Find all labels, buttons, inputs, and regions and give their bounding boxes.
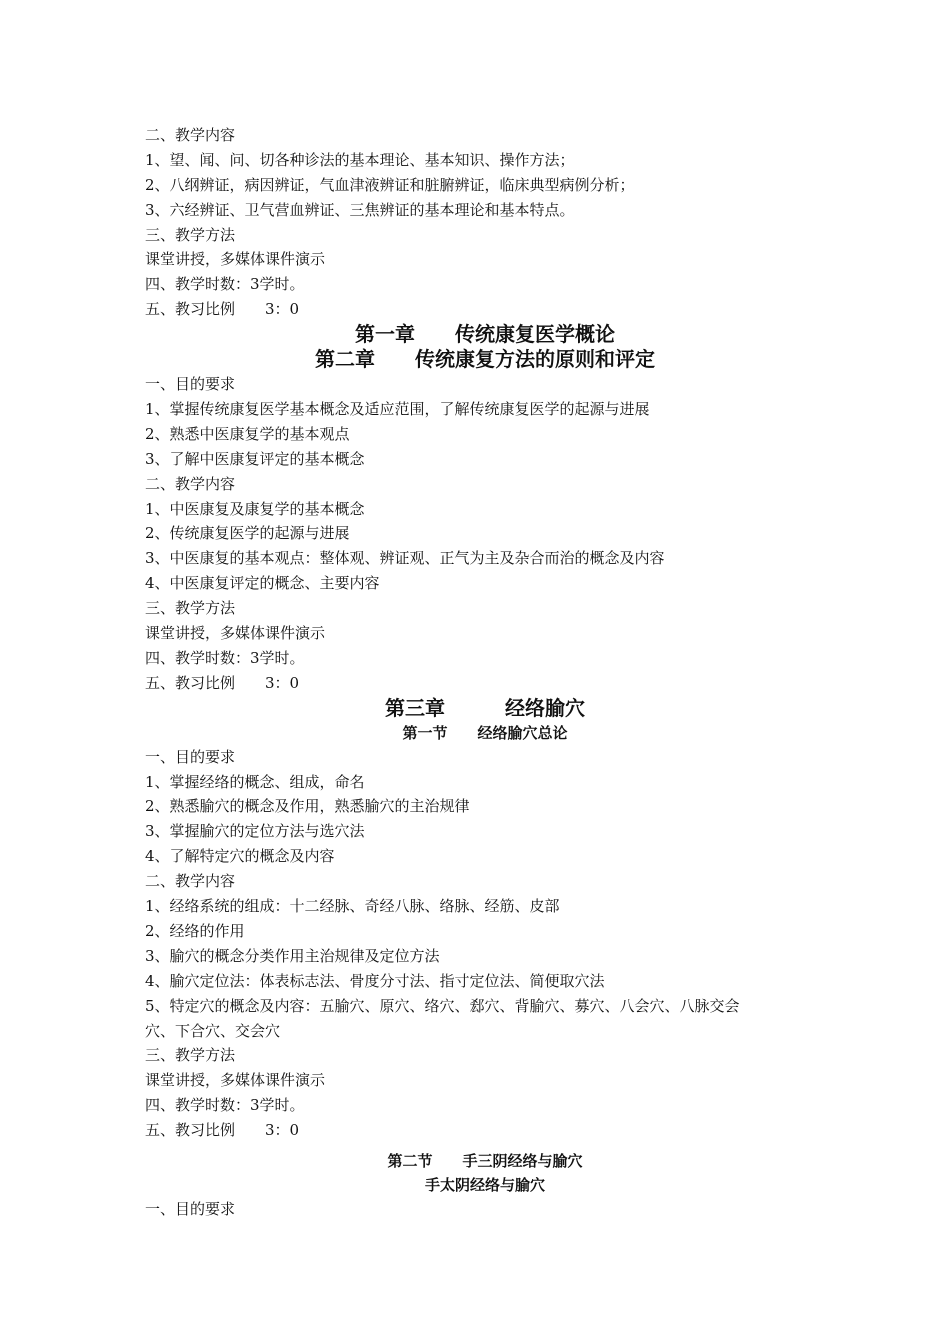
subsection-heading: 手太阴经络与腧穴 <box>424 1175 545 1194</box>
text-line: 二、教学内容 <box>145 872 236 891</box>
text-line: 一、目的要求 <box>145 1199 236 1218</box>
text-line: 三、教学方法 <box>145 225 236 244</box>
section-1-heading: 第一节 经络腧穴总论 <box>402 723 568 742</box>
text-line: 3、中医康复的基本观点：整体观、辨证观、正气为主及杂合而治的概念及内容 <box>145 549 665 568</box>
text-line: 五、教习比例 3：0 <box>145 300 300 319</box>
text-line: 2、传统康复医学的起源与进展 <box>145 524 350 543</box>
chapter-2-heading: 第二章 传统康复方法的原则和评定 <box>315 347 655 372</box>
text-line: 4、中医康复评定的概念、主要内容 <box>145 574 380 593</box>
text-line: 三、教学方法 <box>145 1046 236 1065</box>
text-line: 4、了解特定穴的概念及内容 <box>145 847 335 866</box>
text-line: 2、熟悉腧穴的概念及作用，熟悉腧穴的主治规律 <box>145 797 470 816</box>
text-line: 2、经络的作用 <box>145 921 245 940</box>
document-page <box>145 123 825 1222</box>
text-line: 一、目的要求 <box>145 375 236 394</box>
text-line: 四、教学时数：3学时。 <box>145 648 305 667</box>
text-line: 1、中医康复及康复学的基本概念 <box>145 499 365 518</box>
teaching-content-block-4 <box>145 1197 825 1222</box>
text-line: 五、教习比例 3：0 <box>145 1121 300 1140</box>
text-line: 二、教学内容 <box>145 474 236 493</box>
text-line: 3、掌握腧穴的定位方法与选穴法 <box>145 822 365 841</box>
text-line: 3、腧穴的概念分类作用主治规律及定位方法 <box>145 946 440 965</box>
text-line: 一、目的要求 <box>145 747 236 766</box>
text-line: 三、教学方法 <box>145 599 236 618</box>
chapter-3-heading: 第三章 经络腧穴 <box>385 695 585 720</box>
text-line: 课堂讲授，多媒体课件演示 <box>145 1071 326 1090</box>
text-line: 课堂讲授，多媒体课件演示 <box>145 250 326 269</box>
section-2-heading: 第二节 手三阴经络与腧穴 <box>387 1151 583 1170</box>
text-line: 3、了解中医康复评定的基本概念 <box>145 449 365 468</box>
text-line: 5、特定穴的概念及内容：五腧穴、原穴、络穴、郄穴、背腧穴、募穴、八会穴、八脉交会 <box>145 996 740 1015</box>
chapter-1-heading: 第一章 传统康复医学概论 <box>355 322 615 347</box>
text-line: 穴、下合穴、交会穴 <box>145 1021 281 1040</box>
text-line: 1、经络系统的组成：十二经脉、奇经八脉、络脉、经筋、皮部 <box>145 897 560 916</box>
text-line: 四、教学时数：3学时。 <box>145 1096 305 1115</box>
text-line: 1、掌握经络的概念、组成，命名 <box>145 772 365 791</box>
text-line: 四、教学时数：3学时。 <box>145 275 305 294</box>
text-line: 3、六经辨证、卫气营血辨证、三焦辨证的基本理论和基本特点。 <box>145 200 575 219</box>
text-line: 二、教学内容 <box>145 126 236 144</box>
teaching-content-block-1 <box>145 123 825 322</box>
text-line: 课堂讲授，多媒体课件演示 <box>145 624 326 643</box>
text-line: 2、熟悉中医康复学的基本观点 <box>145 424 350 443</box>
text-line: 1、掌握传统康复医学基本概念及适应范围，了解传统康复医学的起源与进展 <box>145 400 650 419</box>
text-line: 4、腧穴定位法：体表标志法、骨度分寸法、指寸定位法、简便取穴法 <box>145 971 605 990</box>
text-line: 1、望、闻、问、切各种诊法的基本理论、基本知识、操作方法； <box>145 150 575 169</box>
teaching-content-block-3 <box>145 745 825 1143</box>
text-line: 2、八纲辨证，病因辨证，气血津液辨证和脏腑辨证，临床典型病例分析； <box>145 175 635 194</box>
teaching-content-block-2 <box>145 372 825 696</box>
text-line: 五、教习比例 3：0 <box>145 673 300 692</box>
